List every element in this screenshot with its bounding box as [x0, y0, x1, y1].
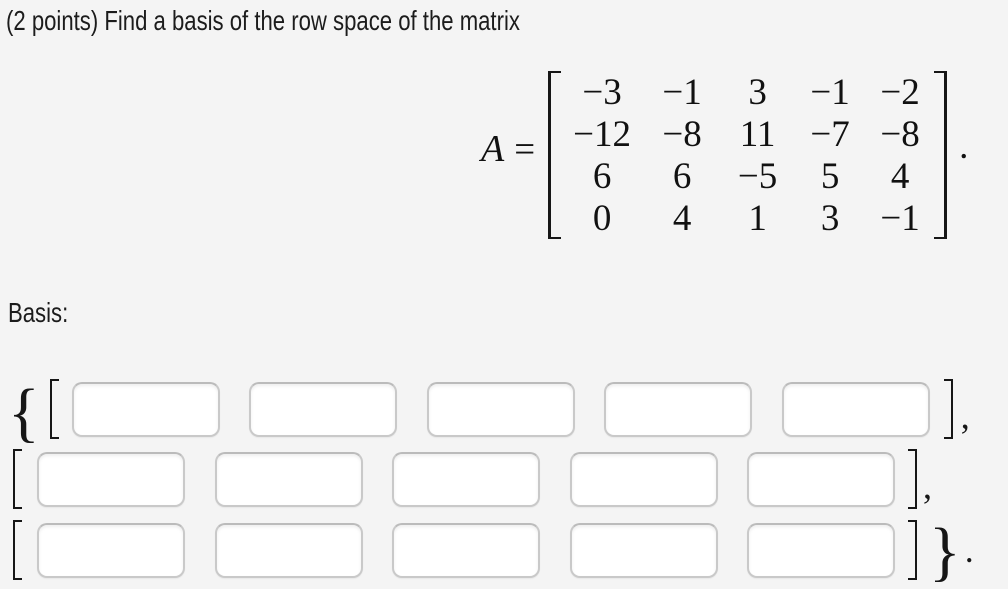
vector-left-bracket: [13, 449, 22, 509]
basis-input-2-4[interactable]: [570, 452, 718, 507]
matrix-right-bracket: [934, 71, 947, 239]
matrix-cell: −1: [662, 71, 702, 113]
vector-right-bracket: [908, 520, 917, 580]
matrix-grid: [561, 71, 934, 239]
basis-vector-row-1: [8, 376, 970, 449]
vector-left-bracket: [50, 379, 59, 439]
vector-right-bracket: [908, 449, 917, 509]
matrix-cell: 3: [748, 71, 767, 113]
matrix-cell: −8: [662, 113, 702, 155]
vector-right-bracket: [944, 379, 953, 439]
matrix-left-bracket: [548, 71, 561, 239]
basis-input-2-5[interactable]: [747, 452, 895, 507]
matrix-cell: 1: [748, 197, 767, 239]
basis-input-3-1[interactable]: [37, 523, 185, 578]
matrix-cell: −2: [880, 71, 920, 113]
matrix-cell: −1: [810, 71, 850, 113]
matrix-cell: −7: [810, 113, 850, 155]
vector-separator-comma: ,: [923, 466, 932, 506]
matrix-cell: −3: [582, 71, 622, 113]
final-period: .: [964, 530, 974, 570]
set-close-brace: }: [929, 515, 961, 588]
basis-input-1-5[interactable]: [782, 382, 930, 437]
matrix-cell: 3: [820, 197, 840, 239]
basis-input-1-4[interactable]: [604, 382, 752, 437]
basis-input-3-4[interactable]: [570, 523, 718, 578]
basis-input-1-2[interactable]: [249, 382, 397, 437]
basis-label: Basis:: [8, 297, 69, 328]
matrix-cell: −1: [880, 197, 920, 239]
matrix-cell: 6: [592, 155, 612, 197]
basis-vector-row-3: [13, 515, 974, 588]
basis-input-2-2[interactable]: [215, 452, 363, 507]
matrix-cell: 4: [890, 155, 910, 197]
matrix-variable: A: [481, 128, 505, 170]
matrix-cell: −12: [573, 113, 632, 155]
basis-input-3-3[interactable]: [392, 523, 540, 578]
basis-input-3-5[interactable]: [747, 523, 895, 578]
equation-period: .: [959, 126, 969, 167]
basis-input-1-1[interactable]: [72, 382, 220, 437]
set-open-brace: {: [8, 376, 40, 449]
basis-input-3-2[interactable]: [215, 523, 363, 578]
matrix-cell: −8: [880, 113, 920, 155]
matrix-cell: 11: [739, 113, 776, 155]
matrix-cell: 6: [672, 155, 692, 197]
vector-left-bracket: [13, 520, 22, 580]
basis-input-1-3[interactable]: [427, 382, 575, 437]
matrix-equation: [481, 70, 968, 240]
matrix-cell: −5: [737, 155, 778, 197]
basis-input-2-3[interactable]: [392, 452, 540, 507]
matrix-cell: 4: [672, 197, 692, 239]
basis-input-2-1[interactable]: [37, 452, 185, 507]
matrix-cell: 5: [820, 155, 840, 197]
basis-vector-row-2: [13, 448, 932, 510]
problem-statement: (2 points) Find a basis of the row space of the matrix: [6, 5, 520, 36]
vector-separator-comma: ,: [960, 396, 970, 436]
matrix-cell: 0: [592, 197, 612, 239]
page-bottom-edge: [0, 589, 1008, 597]
equals-sign: =: [514, 128, 536, 170]
